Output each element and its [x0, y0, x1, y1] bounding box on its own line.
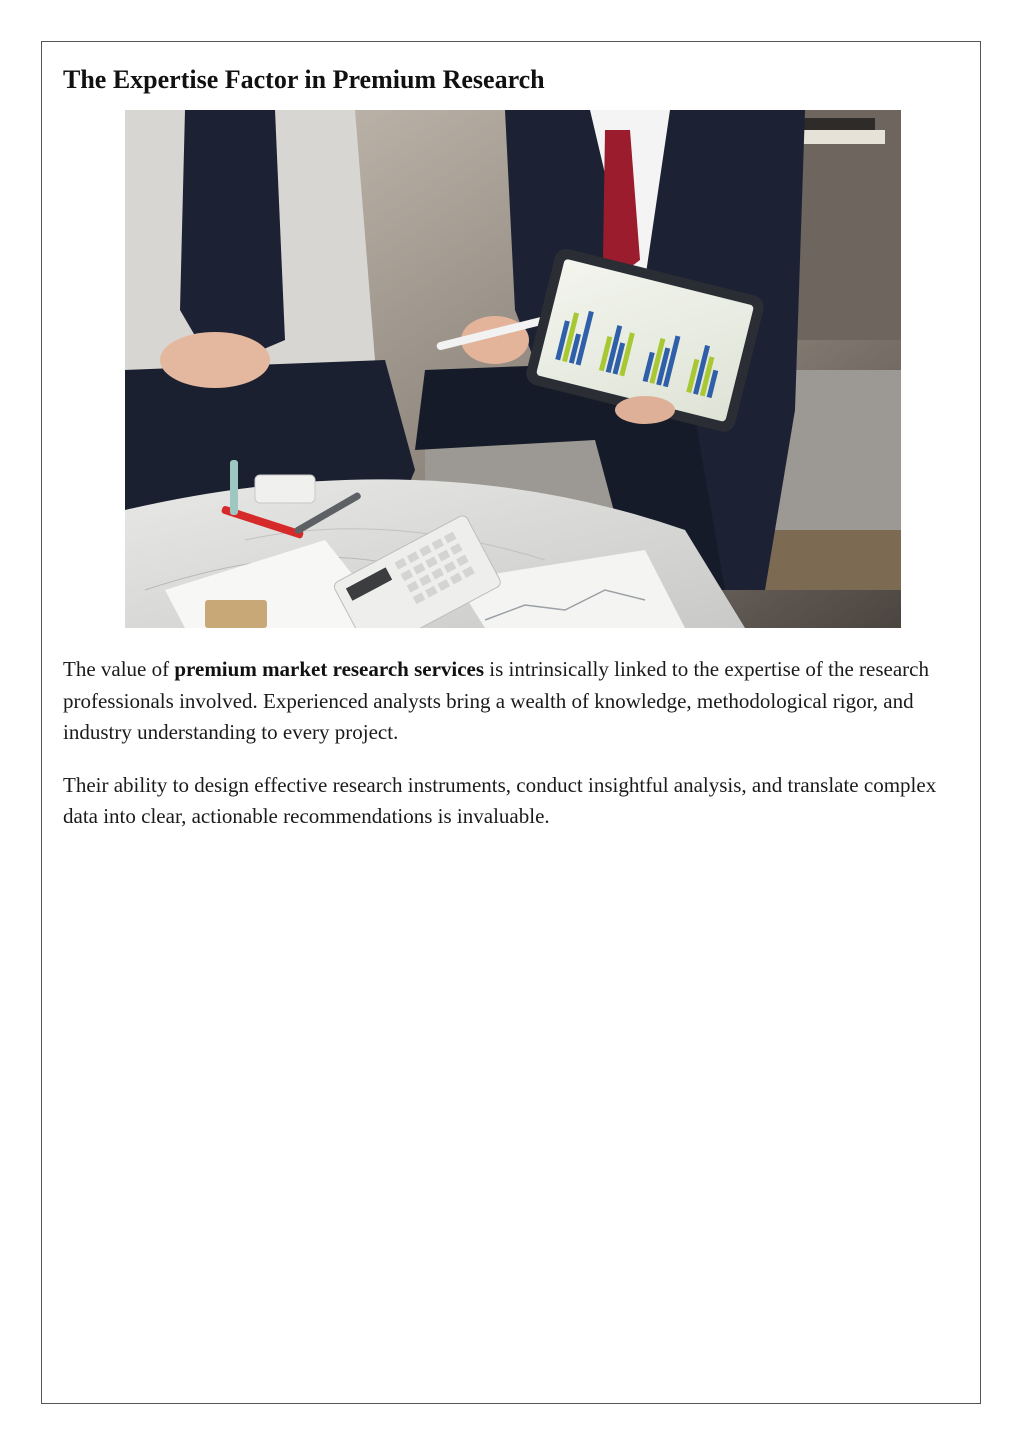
left-person-hands	[160, 332, 270, 388]
notebook	[205, 600, 267, 628]
hero-photo-illustration	[125, 110, 901, 628]
paragraph-1	[63, 654, 963, 749]
right-person-lower-hand	[615, 396, 675, 424]
hero-photo	[125, 110, 901, 628]
highlighter	[230, 460, 238, 515]
stapler	[255, 475, 315, 503]
page-title: The Expertise Factor in Premium Research	[63, 65, 545, 94]
body-text	[63, 654, 963, 854]
left-person-top	[180, 110, 285, 370]
paragraph-1-lead: The value of	[63, 657, 175, 681]
paragraph-2: Their ability to design effective research instruments, conduct insightful analysis, and translate complex data into clear, actionable recommendations is invaluable.	[63, 772, 937, 828]
paragraph-1-rest: is intrinsically linked to the expertise of the research professionals involved. Experienced analysts bring a wealth of knowledge, methodological rigor, and industry understanding to every project.	[63, 657, 929, 744]
paragraph-1-keyword: premium market research services	[174, 657, 485, 681]
page-frame	[41, 41, 981, 1404]
